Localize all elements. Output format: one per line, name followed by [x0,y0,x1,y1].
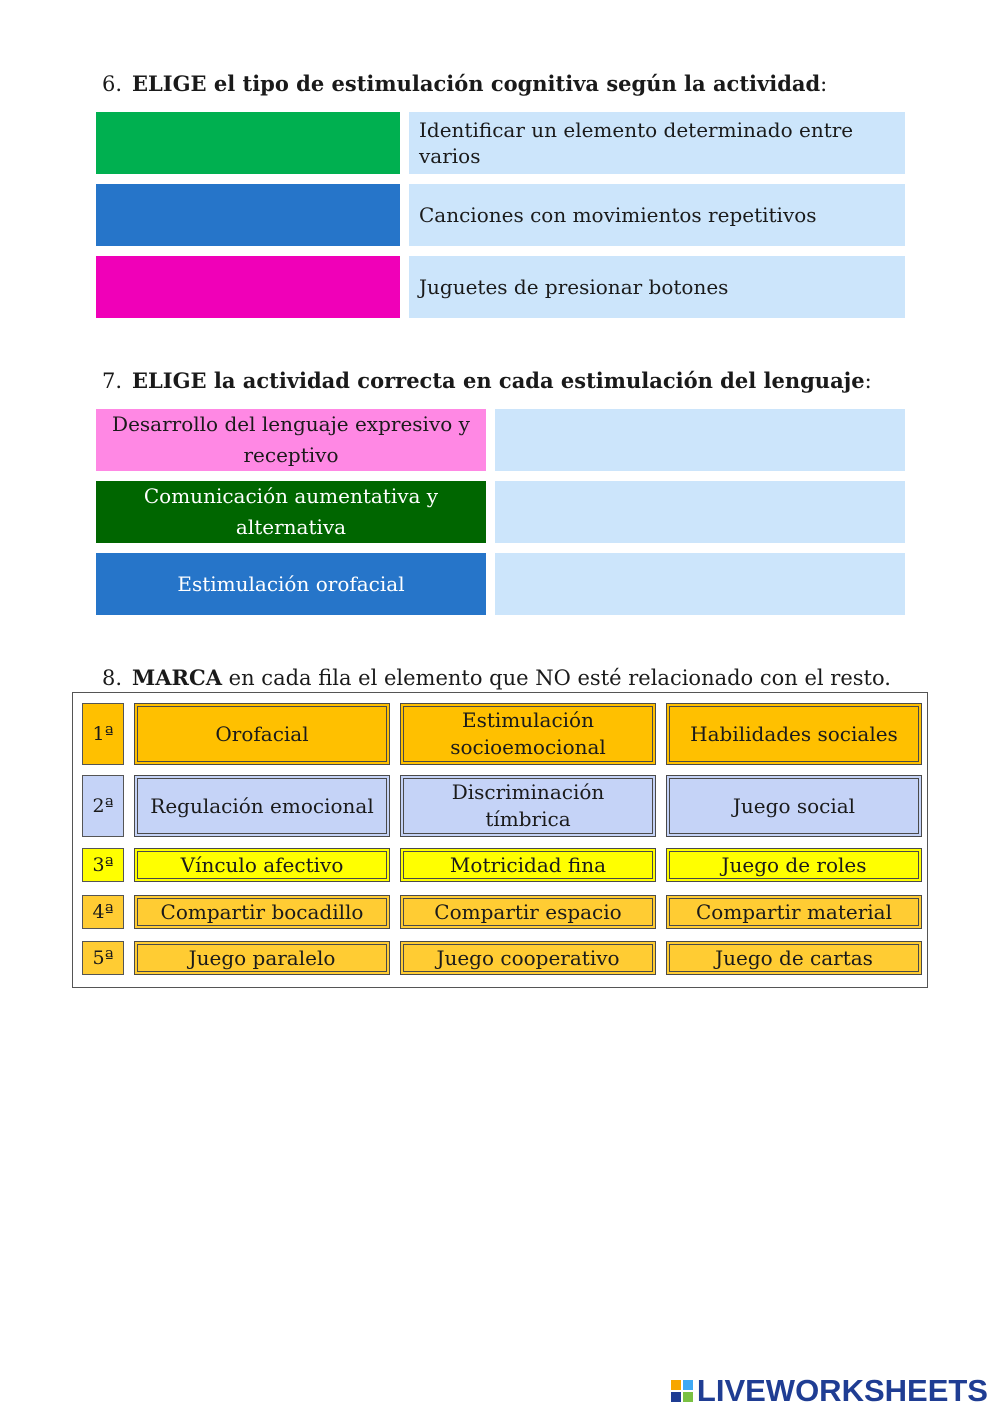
row-label: 4ª [82,895,124,929]
language-stimulation-label: Desarrollo del lenguaje expresivo y receptivo [96,409,486,471]
mark-option[interactable]: Juego de roles [666,848,922,882]
answer-dropdown[interactable] [495,481,905,543]
mark-option[interactable]: Discriminación tímbrica [400,775,656,837]
mark-option[interactable]: Orofacial [134,703,390,765]
section-8-number: 8. [102,666,123,690]
row-label: 1ª [82,703,124,765]
mark-option[interactable]: Juego paralelo [134,941,390,975]
mark-option[interactable]: Compartir bocadillo [134,895,390,929]
activity-description: Identificar un elemento determinado entre varios [409,112,905,174]
mark-option[interactable]: Vínculo afectivo [134,848,390,882]
section-6-heading [102,72,827,96]
row-label: 5ª [82,941,124,975]
section-7-heading [102,369,872,393]
liveworksheets-logo-text: LIVEWORKSHEETS [696,1373,988,1408]
section-6-title: ELIGE el tipo de estimulación cognitiva según la actividad [132,71,821,96]
mark-option[interactable]: Compartir espacio [400,895,656,929]
section-6-number: 6. [102,72,123,96]
section-7-number: 7. [102,369,123,393]
liveworksheets-logo [671,1374,988,1408]
color-drop-target-magenta[interactable] [96,256,400,318]
mark-option[interactable]: Juego social [666,775,922,837]
row-label: 3ª [82,848,124,882]
language-stimulation-label: Comunicación aumentativa y alternativa [96,481,486,543]
mark-option[interactable]: Compartir material [666,895,922,929]
section-7-title-colon: : [864,369,872,393]
section-6-title-colon: : [820,72,828,96]
liveworksheets-logo-icon [671,1380,693,1402]
section-8-heading [102,666,891,690]
mark-option[interactable]: Estimulación socioemocional [400,703,656,765]
row-label: 2ª [82,775,124,837]
answer-dropdown[interactable] [495,409,905,471]
mark-option[interactable]: Habilidades sociales [666,703,922,765]
color-drop-target-green[interactable] [96,112,400,174]
mark-option[interactable]: Juego de cartas [666,941,922,975]
mark-option[interactable]: Juego cooperativo [400,941,656,975]
activity-description: Canciones con movimientos repetitivos [409,184,905,246]
mark-option[interactable]: Regulación emocional [134,775,390,837]
mark-option[interactable]: Motricidad fina [400,848,656,882]
section-7-title: ELIGE la actividad correcta en cada estimulación del lenguaje [132,368,865,393]
section-8-title: en cada fila el elemento que NO esté relacionado con el resto. [222,666,891,690]
activity-description: Juguetes de presionar botones [409,256,905,318]
color-drop-target-blue[interactable] [96,184,400,246]
answer-dropdown[interactable] [495,553,905,615]
language-stimulation-label: Estimulación orofacial [96,553,486,615]
section-8-title-verb: MARCA [132,665,222,690]
